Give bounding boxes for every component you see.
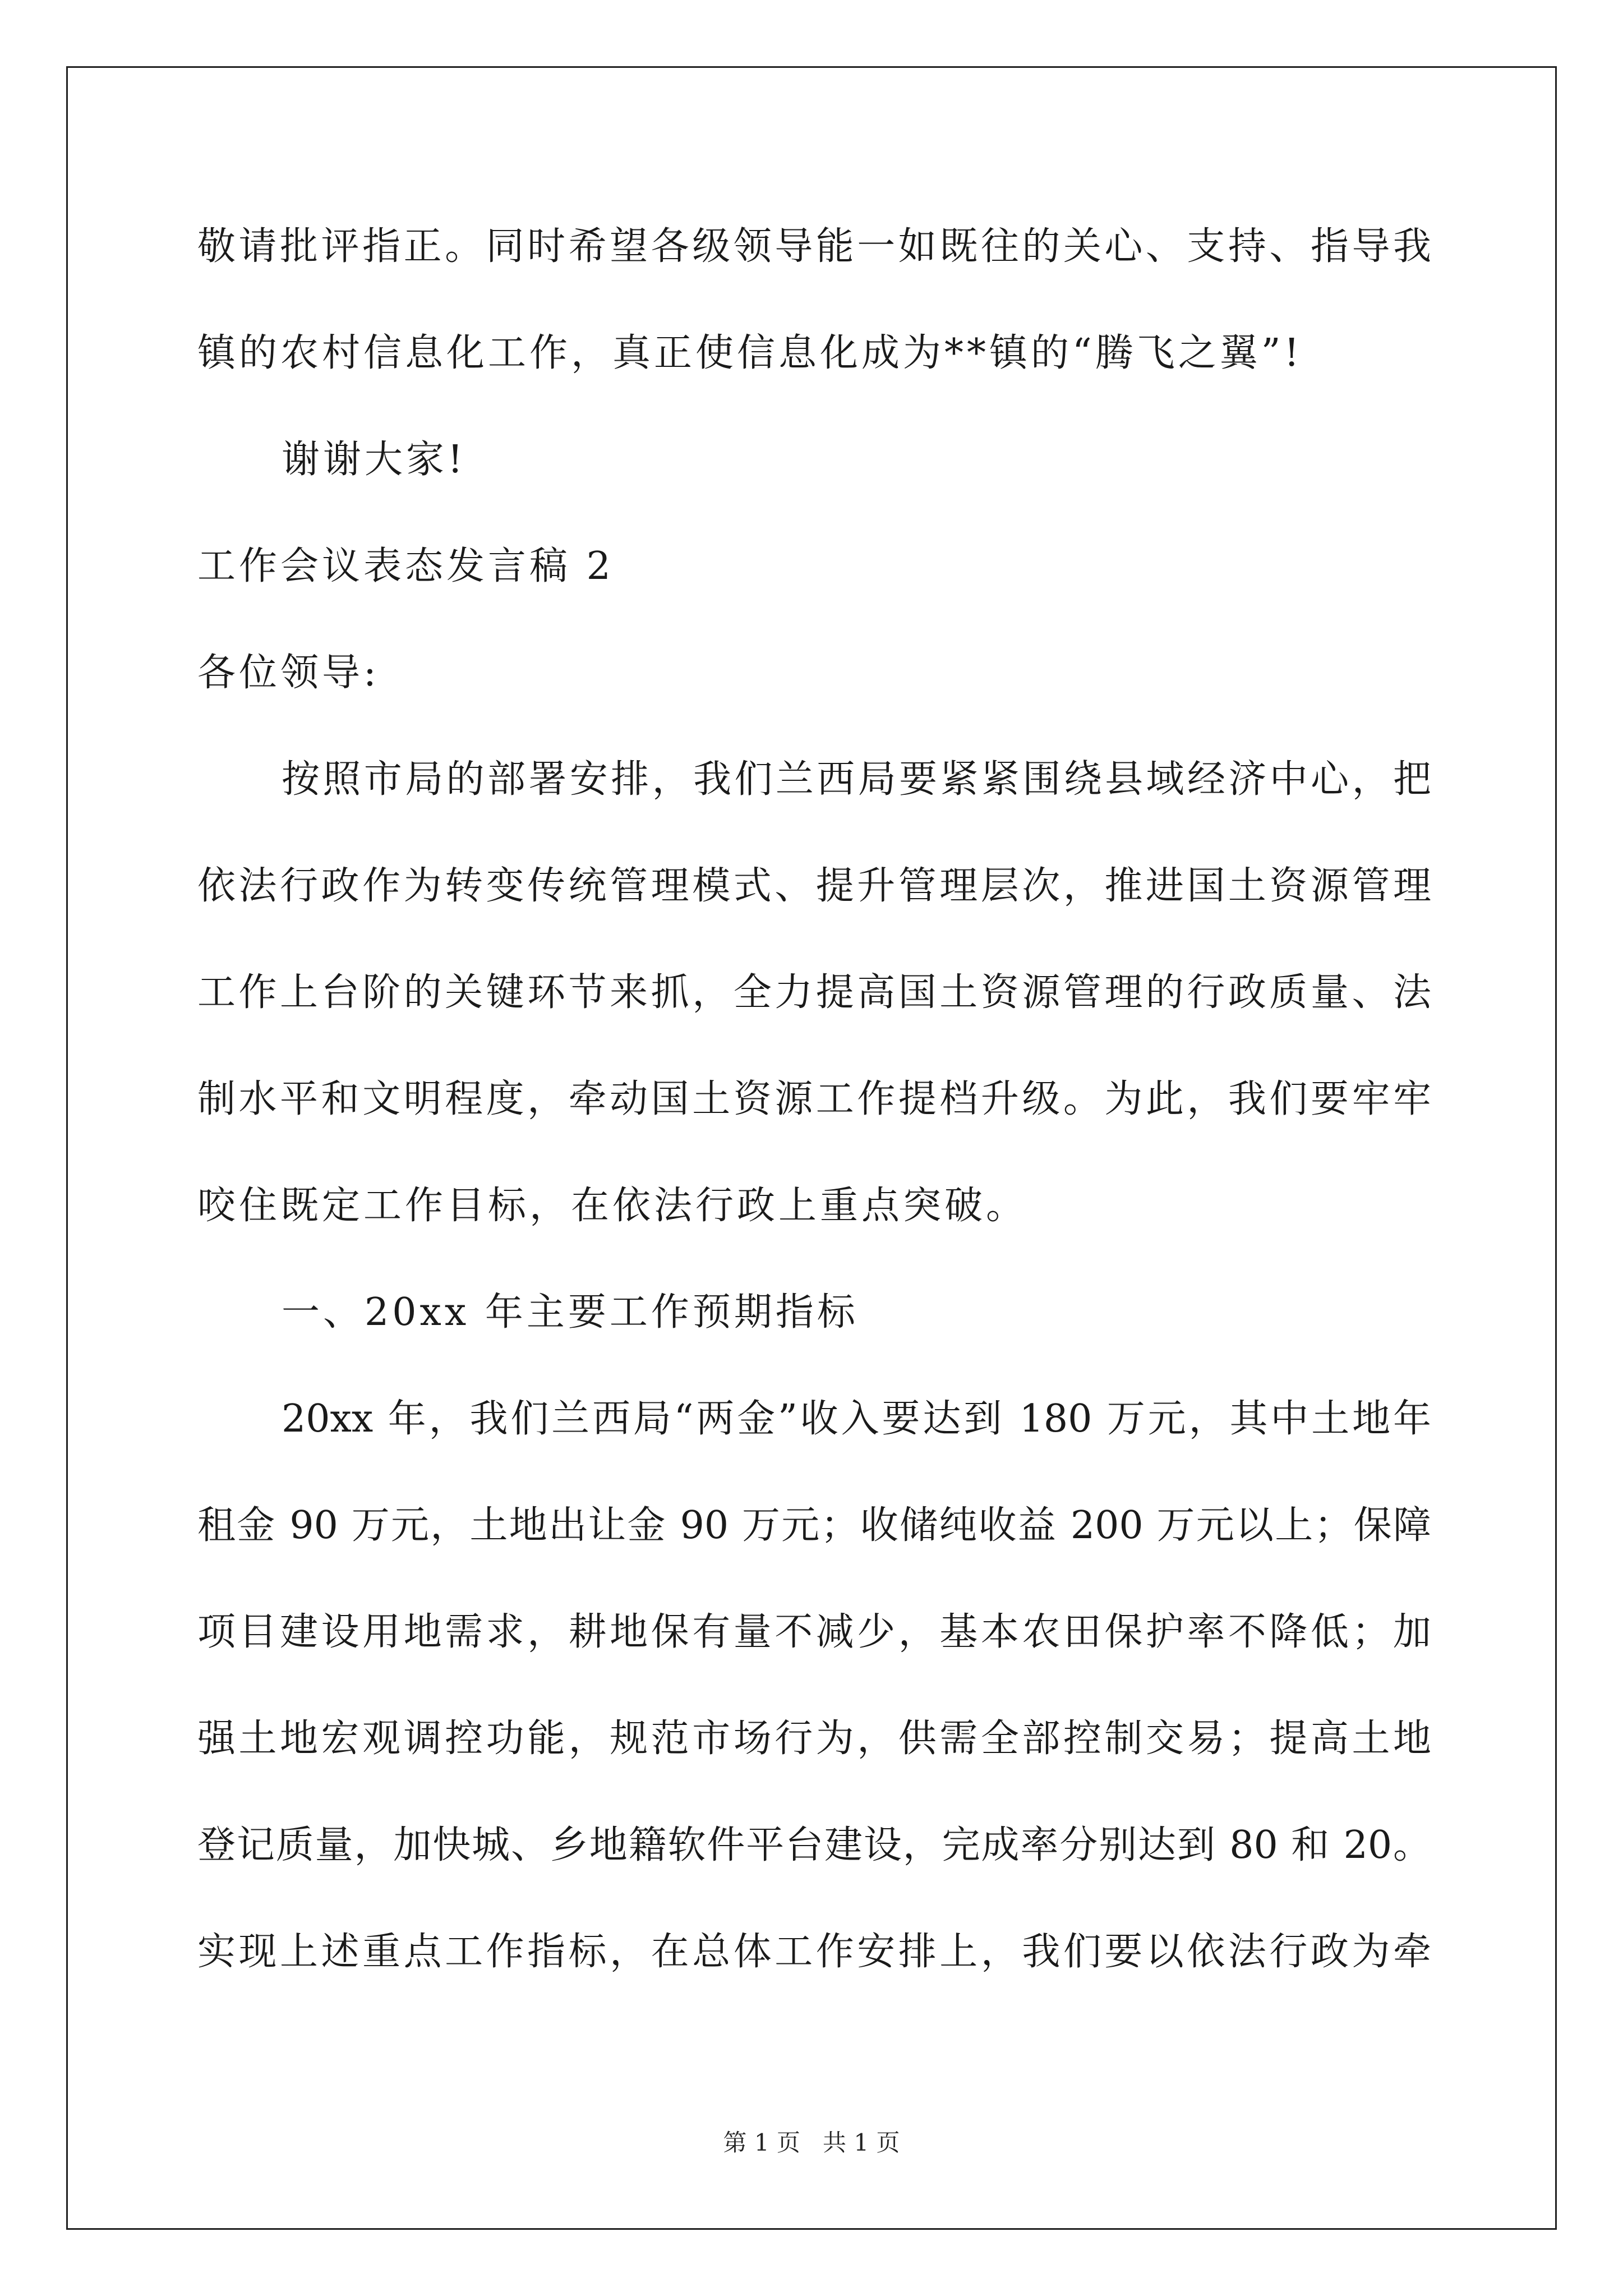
salutation: 各位领导: — [197, 651, 380, 695]
body-line: 咬住既定工作目标，在依法行政上重点突破。 — [197, 1184, 1028, 1228]
body-line: 敬请批评指正。同时希望各级领导能一如既往的关心、支持、指导我 — [197, 224, 1431, 269]
body-line: 依法行政作为转变传统管理模式、提升管理层次，推进国土资源管理 — [197, 864, 1431, 908]
body-line: 按照市局的部署安排，我们兰西局要紧紧围绕县域经济中心，把 — [282, 757, 1431, 802]
closing-thanks: 谢谢大家! — [282, 438, 467, 482]
body-line: 实现上述重点工作指标，在总体工作安排上，我们要以依法行政为牵 — [197, 1930, 1431, 1974]
body-line: 登记质量，加快城、乡地籍软件平台建设，完成率分别达到 80 和 20。 — [197, 1823, 1431, 1867]
subsection-heading: 一、20xx 年主要工作预期指标 — [282, 1290, 859, 1335]
body-line: 强土地宏观调控功能，规范市场行为，供需全部控制交易；提高土地 — [197, 1717, 1431, 1761]
page-number-footer: 第 1 页 共 1 页 — [723, 2129, 900, 2156]
section-title: 工作会议表态发言稿 2 — [197, 544, 614, 588]
body-line: 项目建设用地需求，耕地保有量不减少，基本农田保护率不降低；加 — [197, 1610, 1431, 1654]
page-border — [66, 66, 1557, 2230]
body-line: 工作上台阶的关键环节来抓，全力提高国土资源管理的行政质量、法 — [197, 970, 1431, 1015]
body-line: 20xx 年，我们兰西局“两金”收入要达到 180 万元，其中土地年 — [282, 1397, 1431, 1441]
body-line: 镇的农村信息化工作，真正使信息化成为**镇的“腾飞之翼”! — [197, 331, 1303, 375]
body-line: 租金 90 万元，土地出让金 90 万元；收储纯收益 200 万元以上；保障 — [197, 1503, 1431, 1548]
body-line: 制水平和文明程度，牵动国土资源工作提档升级。为此，我们要牢牢 — [197, 1077, 1431, 1121]
